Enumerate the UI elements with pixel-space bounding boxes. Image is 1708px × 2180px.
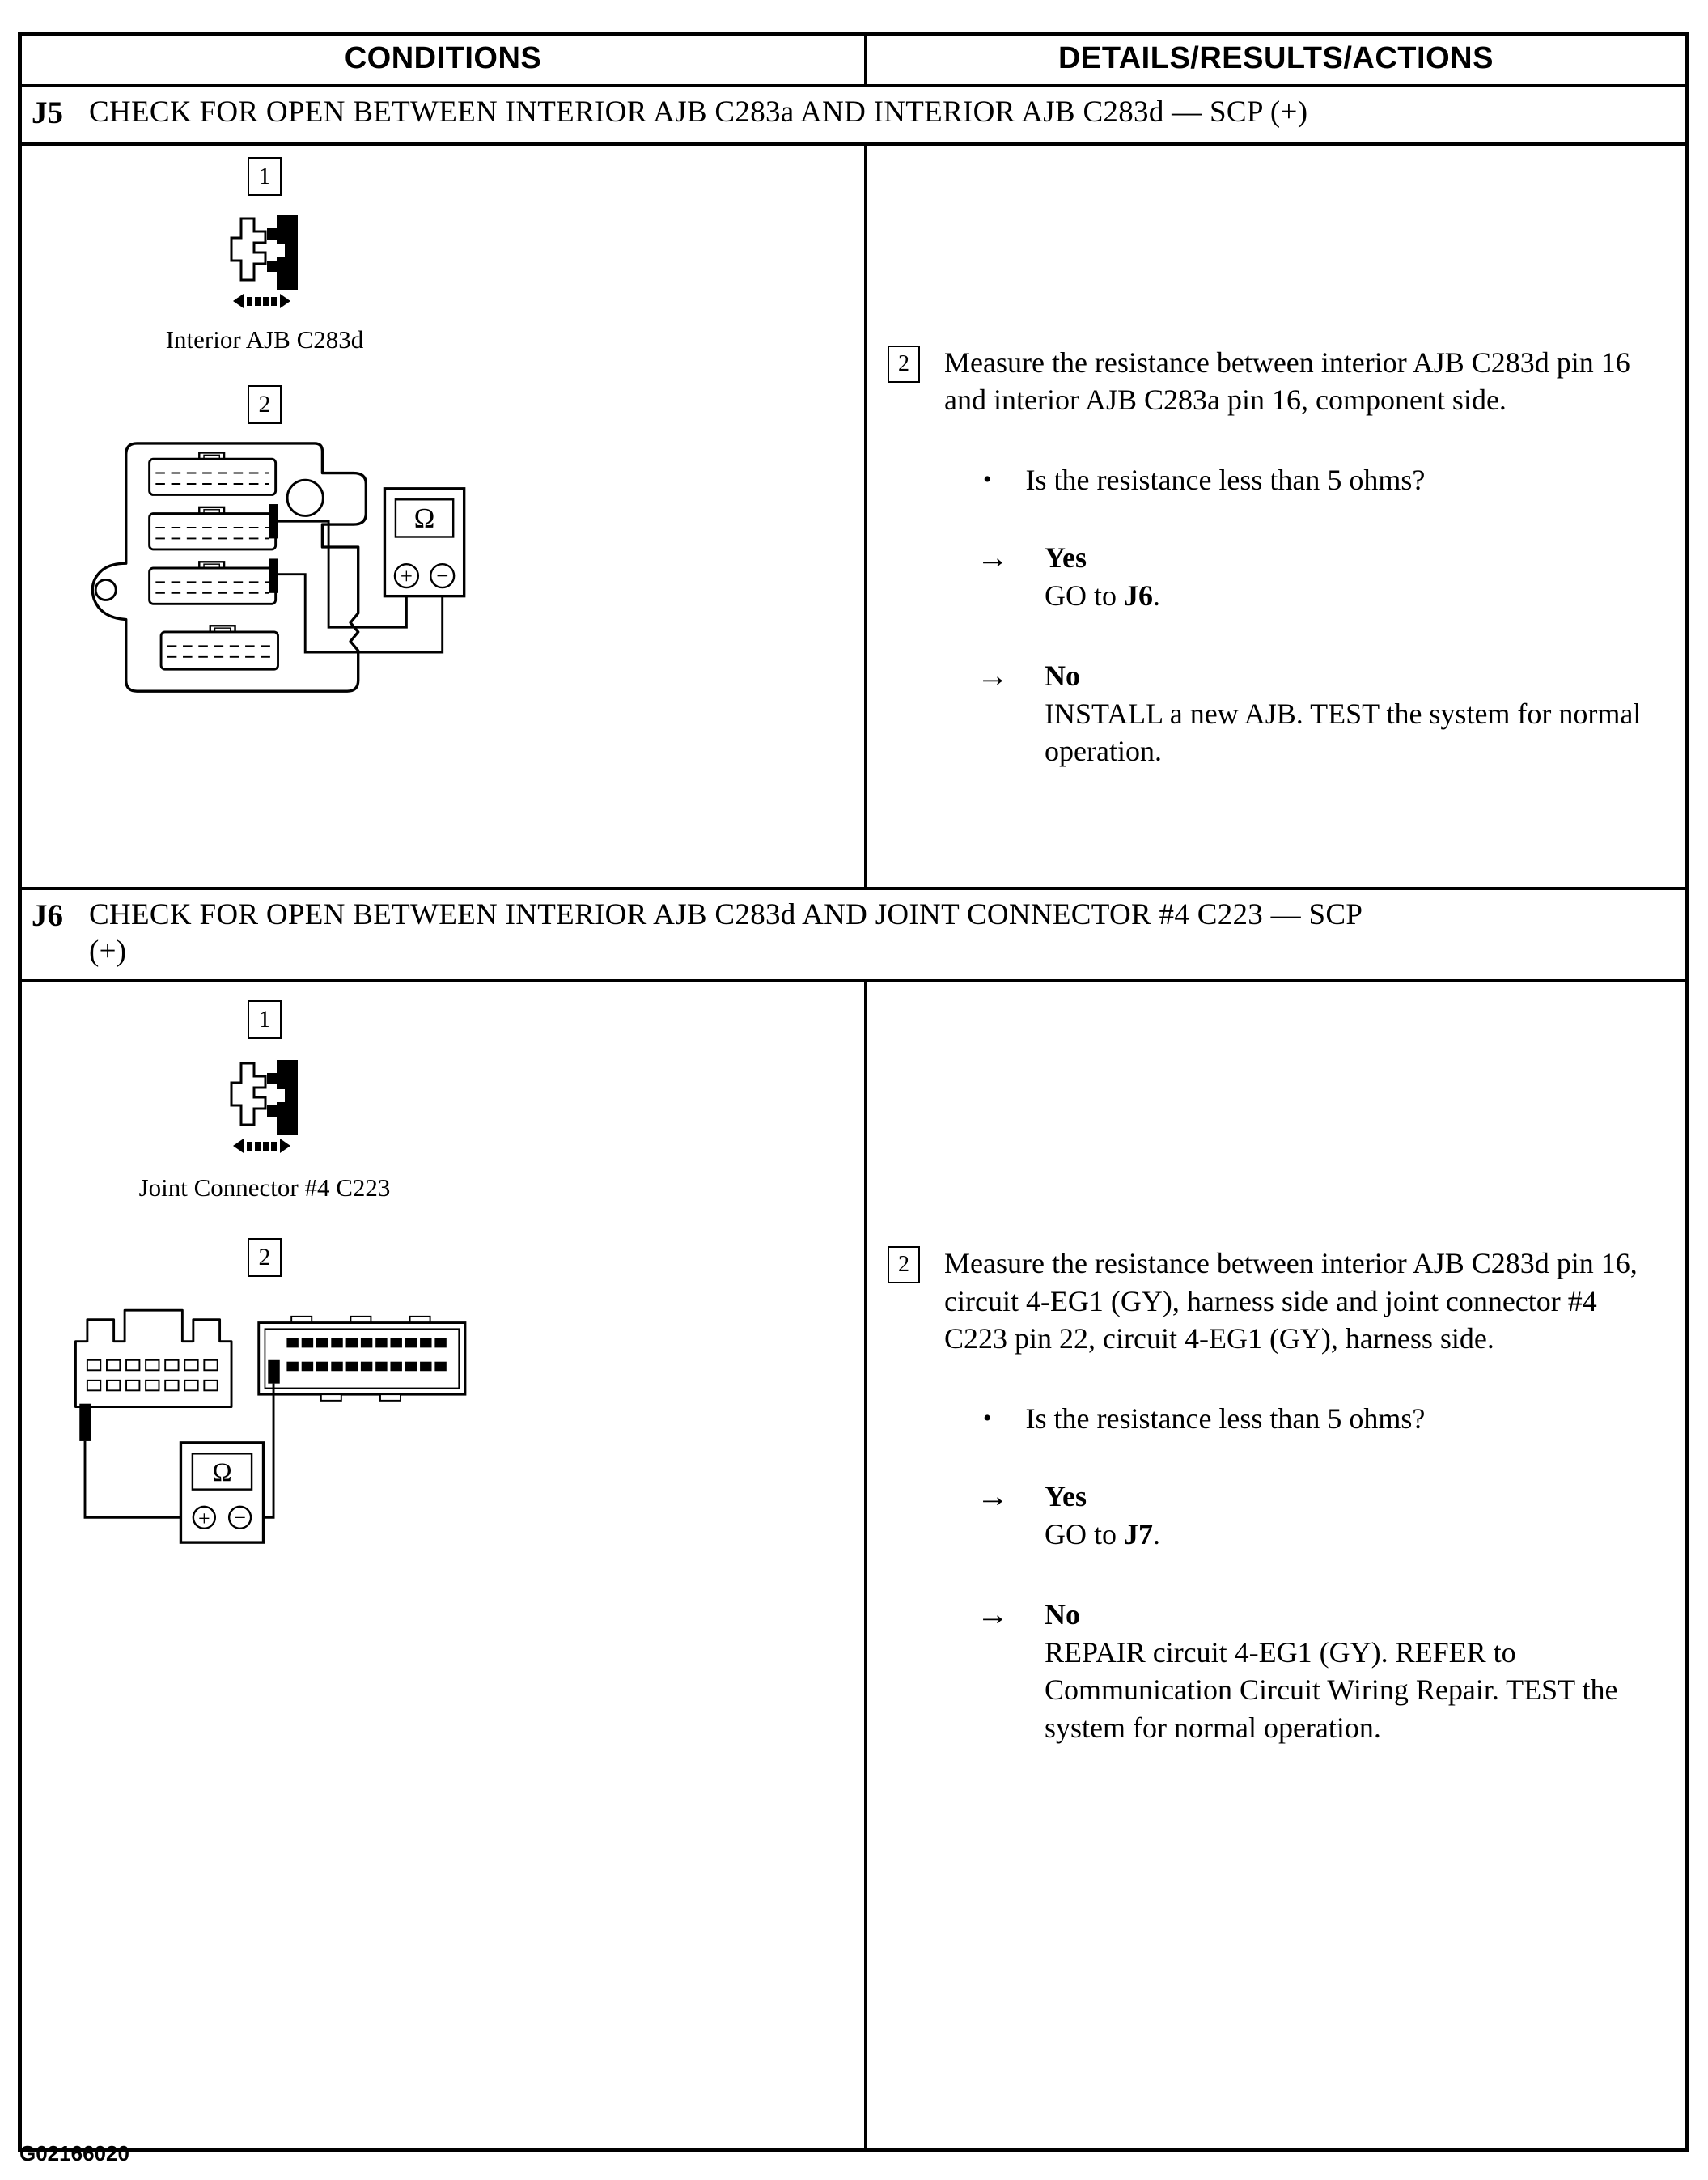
j6-question: Is the resistance less than 5 ohms? (1025, 1402, 1426, 1436)
connector-half-solid (267, 1060, 298, 1135)
j6-test-id: J6 (32, 897, 63, 933)
arrow-icon: → (977, 1478, 1009, 1515)
j6-action-step-number: 2 (898, 1251, 909, 1277)
minus-symbol: − (234, 1505, 246, 1529)
connector-half-solid (267, 215, 298, 290)
j5-diagram-stack (22, 146, 507, 424)
j5-conditions-cell (22, 146, 867, 887)
j5-action-step-number: 2 (898, 350, 909, 376)
j5-content-row (22, 146, 1685, 890)
pinpoint-test-table (18, 32, 1689, 2152)
j5-yes-result (977, 539, 1656, 615)
fuse-block-4 (161, 626, 278, 669)
ohm-symbol: Ω (212, 1457, 232, 1487)
j6-connector-label: Joint Connector #4 C223 (138, 1173, 391, 1202)
j6-no-result (977, 1596, 1656, 1747)
arrow-icon: → (977, 1595, 1009, 1632)
j5-question: Is the resistance less than 5 ohms? (1025, 464, 1426, 497)
ohmmeter (180, 1443, 263, 1542)
mounting-hole-small (95, 579, 116, 600)
fuse-block-1 (150, 452, 276, 494)
plus-symbol: + (400, 563, 413, 588)
j5-instruction-row (888, 342, 1656, 420)
j5-instruction: Measure the resistance between interior AJB C283d pin 16 and interior AJB C283a pin 16, component side. (944, 346, 1630, 417)
j6-yes-label: Yes (1045, 1480, 1087, 1513)
harness-connector-face (75, 1310, 231, 1441)
j6-title-line1: CHECK FOR OPEN BETWEEN INTERIOR AJB C283d AND JOINT CONNECTOR #4 C223 — SCP (89, 897, 1363, 931)
connector-half-outline (231, 1063, 265, 1125)
j5-step2-number: 2 (258, 390, 271, 418)
j6-content-row (22, 982, 1685, 2148)
j5-no-result (977, 657, 1656, 770)
j5-yes-action (1045, 577, 1160, 615)
j5-yes-body (1045, 539, 1160, 615)
connector-disconnect-icon (217, 209, 312, 312)
disconnect-arrow-icon (233, 1139, 290, 1153)
j6-yes-action (1045, 1516, 1160, 1554)
arrow-icon: → (977, 656, 1009, 693)
j5-yes-action-target: J6 (1124, 579, 1153, 612)
j5-connector-label: Interior AJB C283d (165, 324, 364, 354)
mounting-hole (287, 480, 323, 515)
j5-no-body (1045, 657, 1656, 770)
j5-yes-action-prefix: GO to (1045, 579, 1124, 612)
j6-step2-number: 2 (258, 1243, 271, 1270)
connector-disconnect-icon (217, 1054, 312, 1157)
details-column-header: DETAILS/RESULTS/ACTIONS (1058, 41, 1494, 75)
j6-title-line2: (+) (89, 934, 127, 968)
j5-action-step-box (888, 346, 920, 383)
ajb-fuse-panel-diagram (57, 435, 478, 701)
j6-diagram-stack (22, 982, 507, 1277)
j6-yes-body (1045, 1478, 1160, 1554)
disconnect-arrow-icon (233, 294, 290, 308)
j5-section-title (22, 87, 1685, 146)
connector-half-outline (231, 218, 265, 280)
j5-no-action: INSTALL a new AJB. TEST the system for normal operation. (1045, 697, 1642, 768)
j6-title-text (89, 897, 1363, 969)
j6-section-title (22, 890, 1685, 982)
test-probe-1 (269, 504, 278, 538)
minus-symbol: − (436, 562, 449, 587)
test-probe-1 (79, 1404, 91, 1441)
fuse-block-3 (150, 562, 276, 604)
bullet-icon: • (983, 1405, 992, 1432)
j6-step1-box (248, 1000, 282, 1039)
j6-yes-action-prefix: GO to (1045, 1518, 1124, 1551)
joint-connector-diagram (64, 1290, 485, 1547)
j5-step1-box (248, 157, 282, 196)
j5-yes-label: Yes (1045, 541, 1087, 575)
j6-yes-action-target: J7 (1124, 1518, 1153, 1551)
j6-yes-result (977, 1478, 1656, 1554)
j6-step1-number: 1 (258, 1005, 271, 1033)
j6-action-step-box (888, 1246, 920, 1283)
j5-step1-number: 1 (258, 162, 271, 189)
j5-yes-action-suffix: . (1153, 579, 1160, 612)
ohm-symbol: Ω (413, 503, 435, 534)
figure-id: G02166020 (19, 2141, 129, 2165)
j5-title-text: CHECK FOR OPEN BETWEEN INTERIOR AJB C283a AND INTERIOR AJB C283d — SCP (+) (89, 95, 1308, 129)
j6-yes-action-suffix: . (1153, 1518, 1160, 1551)
j6-instruction: Measure the resistance between interior AJB C283d pin 16, circuit 4-EG1 (GY), harness side and joint connector #4 C223 pin 22, circuit 4-EG1 (GY), harness side. (944, 1246, 1638, 1355)
j5-step2-box (248, 385, 282, 424)
bullet-icon: • (983, 466, 992, 494)
j6-actions-cell (867, 982, 1685, 2148)
j6-step2-box (248, 1238, 282, 1277)
test-probe-2 (268, 1360, 279, 1384)
j5-question-row (983, 463, 1656, 497)
fuse-block-2 (150, 507, 276, 549)
j5-actions-cell (867, 146, 1685, 887)
j6-no-action: REPAIR circuit 4-EG1 (GY). REFER to Communication Circuit Wiring Repair. TEST the system for normal operation. (1045, 1635, 1618, 1745)
conditions-column-header: CONDITIONS (22, 36, 867, 84)
plus-symbol: + (197, 1506, 210, 1530)
test-lead-positive (85, 1441, 193, 1517)
joint-connector-face (259, 1317, 465, 1401)
j6-question-row (983, 1402, 1656, 1436)
table-header-row (22, 36, 1685, 87)
test-probe-2 (269, 558, 278, 592)
j6-instruction-row (888, 1243, 1656, 1358)
j5-no-label: No (1045, 659, 1080, 692)
j6-conditions-cell (22, 982, 867, 2148)
j5-test-id: J5 (32, 95, 63, 130)
ohmmeter (384, 488, 464, 596)
j6-no-label: No (1045, 1597, 1080, 1631)
j6-no-body (1045, 1596, 1656, 1747)
arrow-icon: → (977, 539, 1009, 576)
